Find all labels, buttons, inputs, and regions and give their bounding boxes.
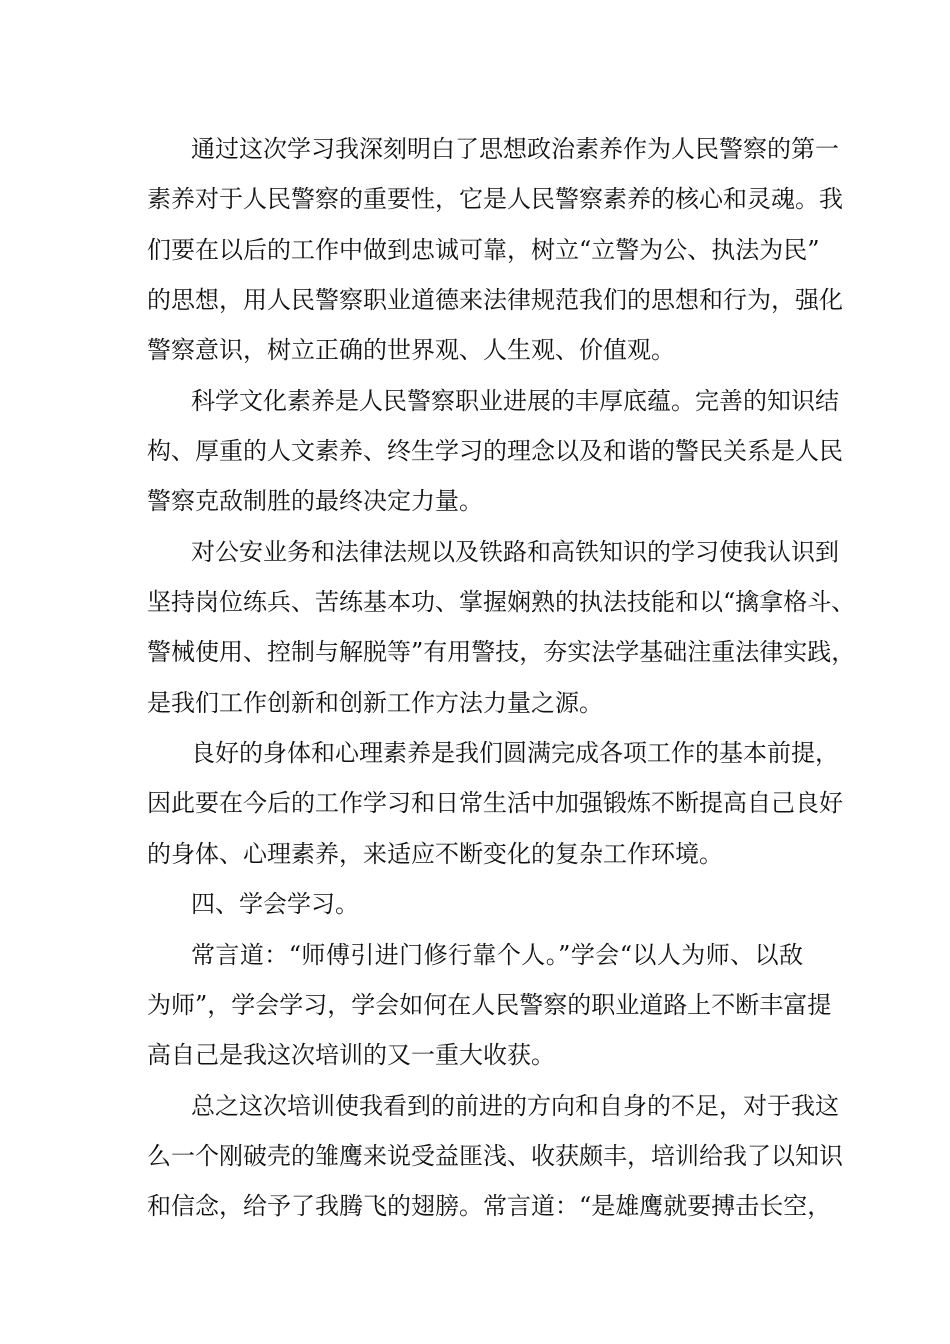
text-line: 通过这次学习我深刻明白了思想政治素养作为人民警察的第一 (191, 135, 839, 163)
text-line: 警察克敌制胜的最终决定力量。 (147, 487, 483, 516)
text-line: 是我们工作创新和创新工作方法力量之源。 (147, 688, 603, 717)
text-line: 高自己是我这次培训的又一重大收获。 (147, 1041, 555, 1070)
text-line: 警察意识，树立正确的世界观、人生观、价值观。 (147, 336, 675, 365)
text-line: 的思想，用人民警察职业道德来法律规范我们的思想和行为，强化 (147, 286, 843, 315)
text-line: 科学文化素养是人民警察职业进展的丰厚底蕴。完善的知识结 (191, 386, 839, 415)
text-line: 为师”，学会学习，学会如何在人民警察的职业道路上不断丰富提 (147, 990, 832, 1019)
text-line: 和信念，给予了我腾飞的翅膀。常言道：“是雄鹰就要搏击长空， (147, 1192, 832, 1221)
text-line: 素养对于人民警察的重要性，它是人民警察素养的核心和灵魂。我 (147, 185, 843, 214)
text-line: 的身体、心理素养，来适应不断变化的复杂工作环境。 (147, 839, 723, 868)
text-line: 对公安业务和法律法规以及铁路和高铁知识的学习使我认识到 (191, 537, 839, 566)
text-line: 因此要在今后的工作学习和日常生活中加强锻炼不断提高自己良好 (147, 789, 843, 818)
text-line: 么一个刚破壳的雏鹰来说受益匪浅、收获颇丰，培训给我了以知识 (147, 1141, 843, 1170)
text-line: 警械使用、控制与解脱等”有用警技，夯实法学基础注重法律实践， (147, 638, 856, 667)
text-line: 总之这次培训使我看到的前进的方向和自身的不足，对于我这 (191, 1091, 839, 1120)
text-line: 构、厚重的人文素养、终生学习的理念以及和谐的警民关系是人民 (147, 437, 843, 466)
text-line: 常言道：“师傅引进门修行靠个人。”学会“以人为师、以敌 (191, 940, 803, 969)
text-line: 坚持岗位练兵、苦练基本功、掌握娴熟的执法技能和以“擒拿格斗、 (147, 588, 856, 617)
section-heading: 四、学会学习。 (191, 890, 359, 919)
text-line: 们要在以后的工作中做到忠诚可靠，树立“立警为公、执法为民” (147, 235, 820, 264)
document-body (147, 124, 856, 1232)
text-line: 良好的身体和心理素养是我们圆满完成各项工作的基本前提， (191, 739, 839, 768)
